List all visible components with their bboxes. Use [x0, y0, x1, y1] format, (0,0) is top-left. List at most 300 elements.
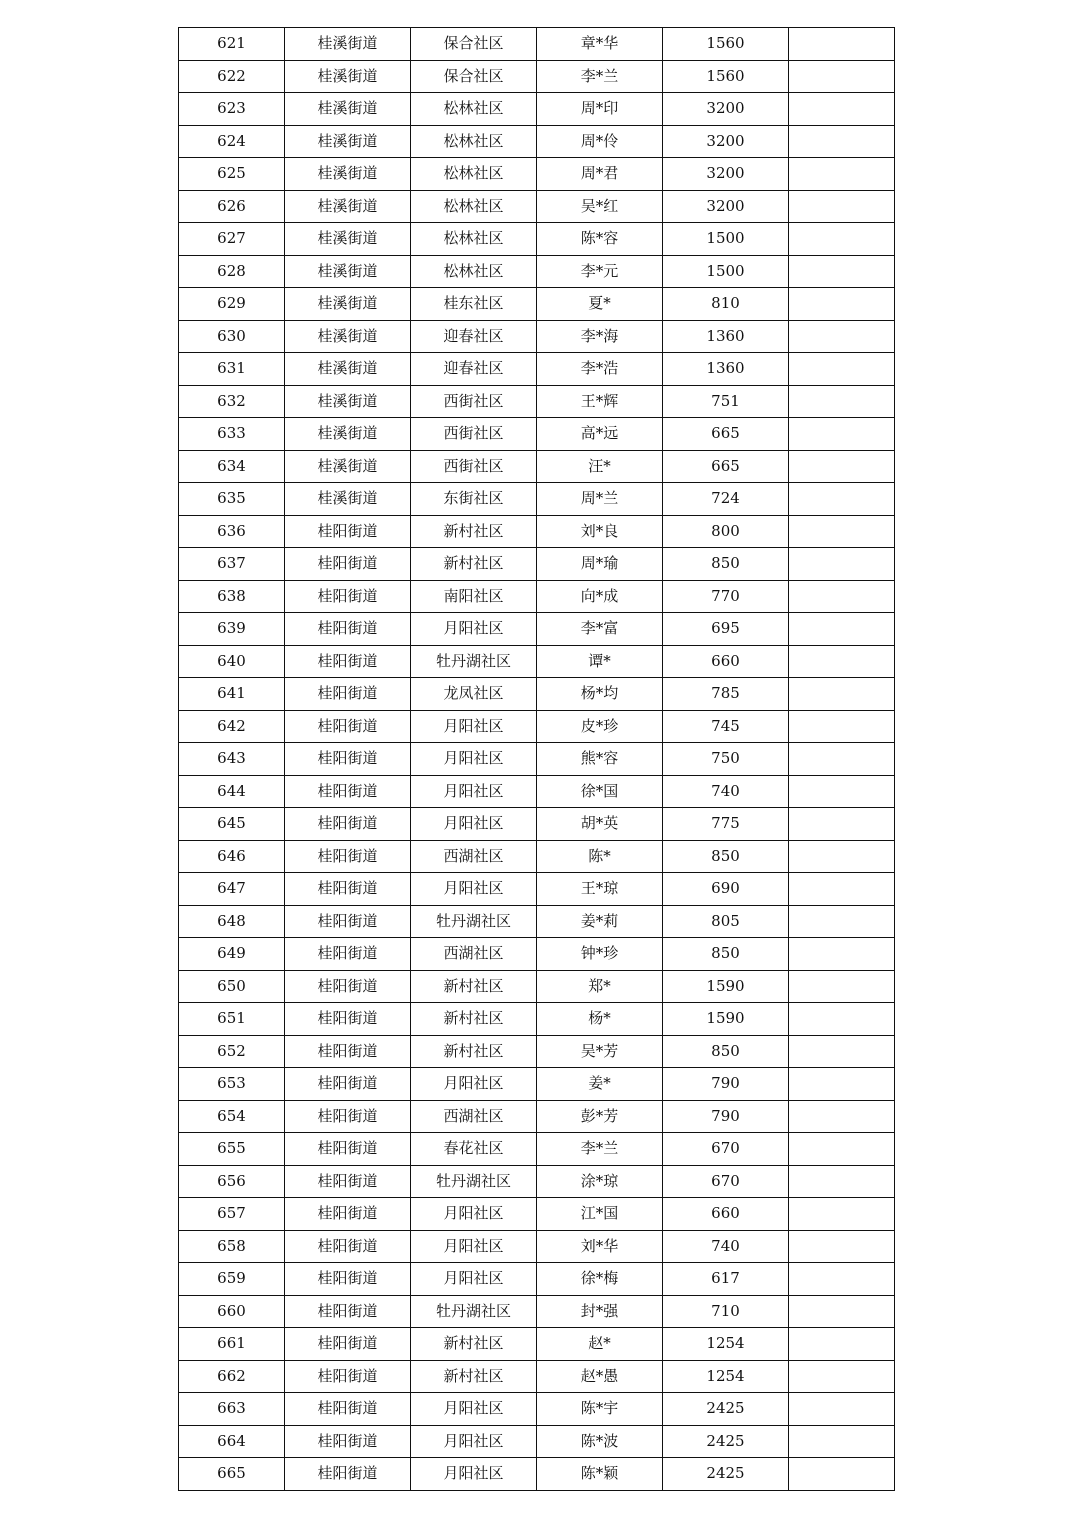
- community-cell: 龙凤社区: [411, 678, 537, 711]
- row-number-cell: 634: [179, 450, 285, 483]
- amount-cell: 810: [663, 288, 789, 321]
- name-cell: 吴*芳: [537, 1035, 663, 1068]
- amount-cell: 1500: [663, 223, 789, 256]
- name-cell: 彭*芳: [537, 1100, 663, 1133]
- community-cell: 西湖社区: [411, 840, 537, 873]
- street-cell: 桂阳街道: [285, 1100, 411, 1133]
- remark-cell: [789, 28, 895, 61]
- remark-cell: [789, 613, 895, 646]
- community-cell: 新村社区: [411, 515, 537, 548]
- amount-cell: 850: [663, 840, 789, 873]
- remark-cell: [789, 905, 895, 938]
- community-cell: 新村社区: [411, 1003, 537, 1036]
- roster-table-body: [179, 28, 895, 1491]
- remark-cell: [789, 743, 895, 776]
- name-cell: 姜*: [537, 1068, 663, 1101]
- name-cell: 赵*: [537, 1328, 663, 1361]
- name-cell: 杨*均: [537, 678, 663, 711]
- row-number-cell: 641: [179, 678, 285, 711]
- community-cell: 月阳社区: [411, 1458, 537, 1491]
- street-cell: 桂阳街道: [285, 613, 411, 646]
- amount-cell: 3200: [663, 158, 789, 191]
- remark-cell: [789, 1100, 895, 1133]
- row-number-cell: 659: [179, 1263, 285, 1296]
- name-cell: 刘*华: [537, 1230, 663, 1263]
- street-cell: 桂阳街道: [285, 710, 411, 743]
- remark-cell: [789, 548, 895, 581]
- street-cell: 桂溪街道: [285, 93, 411, 126]
- street-cell: 桂阳街道: [285, 743, 411, 776]
- amount-cell: 1254: [663, 1360, 789, 1393]
- community-cell: 牡丹湖社区: [411, 1165, 537, 1198]
- community-cell: 松林社区: [411, 125, 537, 158]
- amount-cell: 790: [663, 1068, 789, 1101]
- table-row: [179, 1263, 895, 1296]
- name-cell: 刘*良: [537, 515, 663, 548]
- table-row: [179, 320, 895, 353]
- remark-cell: [789, 1198, 895, 1231]
- amount-cell: 740: [663, 1230, 789, 1263]
- name-cell: 徐*梅: [537, 1263, 663, 1296]
- name-cell: 陈*宇: [537, 1393, 663, 1426]
- row-number-cell: 632: [179, 385, 285, 418]
- table-row: [179, 905, 895, 938]
- amount-cell: 660: [663, 645, 789, 678]
- table-row: [179, 28, 895, 61]
- name-cell: 李*兰: [537, 1133, 663, 1166]
- remark-cell: [789, 1230, 895, 1263]
- amount-cell: 775: [663, 808, 789, 841]
- community-cell: 东街社区: [411, 483, 537, 516]
- amount-cell: 850: [663, 548, 789, 581]
- amount-cell: 785: [663, 678, 789, 711]
- street-cell: 桂阳街道: [285, 1458, 411, 1491]
- row-number-cell: 648: [179, 905, 285, 938]
- table-row: [179, 450, 895, 483]
- community-cell: 西街社区: [411, 418, 537, 451]
- street-cell: 桂溪街道: [285, 385, 411, 418]
- name-cell: 杨*: [537, 1003, 663, 1036]
- remark-cell: [789, 775, 895, 808]
- table-row: [179, 808, 895, 841]
- table-row: [179, 483, 895, 516]
- community-cell: 迎春社区: [411, 320, 537, 353]
- remark-cell: [789, 93, 895, 126]
- community-cell: 月阳社区: [411, 775, 537, 808]
- name-cell: 高*远: [537, 418, 663, 451]
- remark-cell: [789, 515, 895, 548]
- row-number-cell: 662: [179, 1360, 285, 1393]
- table-row: [179, 1003, 895, 1036]
- amount-cell: 850: [663, 938, 789, 971]
- street-cell: 桂溪街道: [285, 418, 411, 451]
- community-cell: 南阳社区: [411, 580, 537, 613]
- street-cell: 桂阳街道: [285, 580, 411, 613]
- community-cell: 松林社区: [411, 190, 537, 223]
- amount-cell: 1254: [663, 1328, 789, 1361]
- row-number-cell: 639: [179, 613, 285, 646]
- row-number-cell: 657: [179, 1198, 285, 1231]
- amount-cell: 2425: [663, 1425, 789, 1458]
- table-row: [179, 418, 895, 451]
- row-number-cell: 654: [179, 1100, 285, 1133]
- amount-cell: 740: [663, 775, 789, 808]
- row-number-cell: 649: [179, 938, 285, 971]
- remark-cell: [789, 418, 895, 451]
- table-row: [179, 873, 895, 906]
- community-cell: 春花社区: [411, 1133, 537, 1166]
- amount-cell: 1560: [663, 60, 789, 93]
- table-row: [179, 743, 895, 776]
- name-cell: 周*伶: [537, 125, 663, 158]
- name-cell: 李*富: [537, 613, 663, 646]
- remark-cell: [789, 288, 895, 321]
- community-cell: 新村社区: [411, 548, 537, 581]
- remark-cell: [789, 1165, 895, 1198]
- amount-cell: 3200: [663, 190, 789, 223]
- row-number-cell: 636: [179, 515, 285, 548]
- remark-cell: [789, 645, 895, 678]
- name-cell: 王*辉: [537, 385, 663, 418]
- street-cell: 桂阳街道: [285, 1003, 411, 1036]
- street-cell: 桂阳街道: [285, 515, 411, 548]
- street-cell: 桂溪街道: [285, 158, 411, 191]
- name-cell: 李*浩: [537, 353, 663, 386]
- table-row: [179, 255, 895, 288]
- remark-cell: [789, 60, 895, 93]
- community-cell: 月阳社区: [411, 1198, 537, 1231]
- street-cell: 桂阳街道: [285, 1393, 411, 1426]
- street-cell: 桂溪街道: [285, 223, 411, 256]
- table-row: [179, 288, 895, 321]
- remark-cell: [789, 385, 895, 418]
- community-cell: 松林社区: [411, 158, 537, 191]
- row-number-cell: 658: [179, 1230, 285, 1263]
- street-cell: 桂阳街道: [285, 1328, 411, 1361]
- table-row: [179, 158, 895, 191]
- table-row: [179, 515, 895, 548]
- row-number-cell: 642: [179, 710, 285, 743]
- name-cell: 封*强: [537, 1295, 663, 1328]
- row-number-cell: 647: [179, 873, 285, 906]
- community-cell: 新村社区: [411, 1360, 537, 1393]
- table-row: [179, 970, 895, 1003]
- amount-cell: 2425: [663, 1458, 789, 1491]
- table-row: [179, 223, 895, 256]
- street-cell: 桂溪街道: [285, 450, 411, 483]
- amount-cell: 790: [663, 1100, 789, 1133]
- community-cell: 松林社区: [411, 223, 537, 256]
- table-row: [179, 1230, 895, 1263]
- community-cell: 新村社区: [411, 1328, 537, 1361]
- table-row: [179, 385, 895, 418]
- community-cell: 牡丹湖社区: [411, 905, 537, 938]
- name-cell: 钟*珍: [537, 938, 663, 971]
- name-cell: 吴*红: [537, 190, 663, 223]
- table-row: [179, 580, 895, 613]
- remark-cell: [789, 223, 895, 256]
- name-cell: 姜*莉: [537, 905, 663, 938]
- name-cell: 陈*波: [537, 1425, 663, 1458]
- community-cell: 松林社区: [411, 255, 537, 288]
- name-cell: 郑*: [537, 970, 663, 1003]
- name-cell: 李*元: [537, 255, 663, 288]
- row-number-cell: 628: [179, 255, 285, 288]
- street-cell: 桂阳街道: [285, 1295, 411, 1328]
- remark-cell: [789, 678, 895, 711]
- amount-cell: 1500: [663, 255, 789, 288]
- table-row: [179, 190, 895, 223]
- community-cell: 西街社区: [411, 450, 537, 483]
- name-cell: 熊*容: [537, 743, 663, 776]
- community-cell: 牡丹湖社区: [411, 1295, 537, 1328]
- street-cell: 桂阳街道: [285, 840, 411, 873]
- name-cell: 王*琼: [537, 873, 663, 906]
- table-row: [179, 1328, 895, 1361]
- street-cell: 桂阳街道: [285, 905, 411, 938]
- row-number-cell: 652: [179, 1035, 285, 1068]
- remark-cell: [789, 808, 895, 841]
- amount-cell: 805: [663, 905, 789, 938]
- remark-cell: [789, 190, 895, 223]
- roster-table: [178, 27, 895, 1491]
- remark-cell: [789, 1003, 895, 1036]
- street-cell: 桂阳街道: [285, 1035, 411, 1068]
- table-row: [179, 938, 895, 971]
- community-cell: 保合社区: [411, 28, 537, 61]
- community-cell: 月阳社区: [411, 1263, 537, 1296]
- amount-cell: 850: [663, 1035, 789, 1068]
- street-cell: 桂阳街道: [285, 1360, 411, 1393]
- amount-cell: 3200: [663, 125, 789, 158]
- amount-cell: 1560: [663, 28, 789, 61]
- name-cell: 夏*: [537, 288, 663, 321]
- name-cell: 章*华: [537, 28, 663, 61]
- table-row: [179, 548, 895, 581]
- name-cell: 江*国: [537, 1198, 663, 1231]
- table-row: [179, 1425, 895, 1458]
- street-cell: 桂溪街道: [285, 320, 411, 353]
- table-row: [179, 1100, 895, 1133]
- name-cell: 周*瑜: [537, 548, 663, 581]
- street-cell: 桂溪街道: [285, 353, 411, 386]
- community-cell: 月阳社区: [411, 1230, 537, 1263]
- community-cell: 月阳社区: [411, 1425, 537, 1458]
- name-cell: 周*君: [537, 158, 663, 191]
- street-cell: 桂阳街道: [285, 1263, 411, 1296]
- street-cell: 桂阳街道: [285, 1230, 411, 1263]
- row-number-cell: 625: [179, 158, 285, 191]
- name-cell: 陈*颖: [537, 1458, 663, 1491]
- remark-cell: [789, 1360, 895, 1393]
- table-row: [179, 353, 895, 386]
- amount-cell: 1360: [663, 320, 789, 353]
- row-number-cell: 629: [179, 288, 285, 321]
- row-number-cell: 655: [179, 1133, 285, 1166]
- amount-cell: 665: [663, 450, 789, 483]
- table-row: [179, 125, 895, 158]
- street-cell: 桂溪街道: [285, 255, 411, 288]
- amount-cell: 745: [663, 710, 789, 743]
- row-number-cell: 644: [179, 775, 285, 808]
- remark-cell: [789, 938, 895, 971]
- table-row: [179, 710, 895, 743]
- remark-cell: [789, 158, 895, 191]
- amount-cell: 665: [663, 418, 789, 451]
- community-cell: 月阳社区: [411, 808, 537, 841]
- street-cell: 桂溪街道: [285, 483, 411, 516]
- name-cell: 胡*英: [537, 808, 663, 841]
- community-cell: 新村社区: [411, 970, 537, 1003]
- name-cell: 徐*国: [537, 775, 663, 808]
- row-number-cell: 623: [179, 93, 285, 126]
- amount-cell: 1590: [663, 970, 789, 1003]
- community-cell: 西湖社区: [411, 1100, 537, 1133]
- remark-cell: [789, 255, 895, 288]
- community-cell: 西街社区: [411, 385, 537, 418]
- row-number-cell: 627: [179, 223, 285, 256]
- row-number-cell: 624: [179, 125, 285, 158]
- row-number-cell: 663: [179, 1393, 285, 1426]
- row-number-cell: 653: [179, 1068, 285, 1101]
- amount-cell: 690: [663, 873, 789, 906]
- amount-cell: 1360: [663, 353, 789, 386]
- remark-cell: [789, 873, 895, 906]
- street-cell: 桂阳街道: [285, 678, 411, 711]
- remark-cell: [789, 1328, 895, 1361]
- table-row: [179, 678, 895, 711]
- table-row: [179, 1393, 895, 1426]
- street-cell: 桂溪街道: [285, 125, 411, 158]
- remark-cell: [789, 320, 895, 353]
- row-number-cell: 640: [179, 645, 285, 678]
- name-cell: 皮*珍: [537, 710, 663, 743]
- name-cell: 李*海: [537, 320, 663, 353]
- table-row: [179, 1198, 895, 1231]
- remark-cell: [789, 970, 895, 1003]
- amount-cell: 800: [663, 515, 789, 548]
- remark-cell: [789, 353, 895, 386]
- remark-cell: [789, 1458, 895, 1491]
- name-cell: 谭*: [537, 645, 663, 678]
- amount-cell: 670: [663, 1165, 789, 1198]
- row-number-cell: 661: [179, 1328, 285, 1361]
- table-row: [179, 775, 895, 808]
- remark-cell: [789, 1035, 895, 1068]
- street-cell: 桂阳街道: [285, 938, 411, 971]
- table-row: [179, 60, 895, 93]
- name-cell: 汪*: [537, 450, 663, 483]
- remark-cell: [789, 1133, 895, 1166]
- name-cell: 陈*容: [537, 223, 663, 256]
- name-cell: 李*兰: [537, 60, 663, 93]
- name-cell: 涂*琼: [537, 1165, 663, 1198]
- remark-cell: [789, 1393, 895, 1426]
- street-cell: 桂溪街道: [285, 28, 411, 61]
- remark-cell: [789, 1263, 895, 1296]
- name-cell: 陈*: [537, 840, 663, 873]
- row-number-cell: 664: [179, 1425, 285, 1458]
- amount-cell: 670: [663, 1133, 789, 1166]
- row-number-cell: 646: [179, 840, 285, 873]
- community-cell: 桂东社区: [411, 288, 537, 321]
- amount-cell: 751: [663, 385, 789, 418]
- row-number-cell: 626: [179, 190, 285, 223]
- street-cell: 桂阳街道: [285, 1068, 411, 1101]
- street-cell: 桂阳街道: [285, 1198, 411, 1231]
- row-number-cell: 665: [179, 1458, 285, 1491]
- remark-cell: [789, 483, 895, 516]
- table-row: [179, 1133, 895, 1166]
- amount-cell: 617: [663, 1263, 789, 1296]
- amount-cell: 1590: [663, 1003, 789, 1036]
- row-number-cell: 622: [179, 60, 285, 93]
- street-cell: 桂溪街道: [285, 190, 411, 223]
- remark-cell: [789, 1425, 895, 1458]
- amount-cell: 2425: [663, 1393, 789, 1426]
- amount-cell: 724: [663, 483, 789, 516]
- street-cell: 桂阳街道: [285, 873, 411, 906]
- table-row: [179, 1458, 895, 1491]
- street-cell: 桂阳街道: [285, 1165, 411, 1198]
- community-cell: 月阳社区: [411, 873, 537, 906]
- street-cell: 桂阳街道: [285, 645, 411, 678]
- street-cell: 桂阳街道: [285, 1133, 411, 1166]
- row-number-cell: 621: [179, 28, 285, 61]
- row-number-cell: 643: [179, 743, 285, 776]
- table-row: [179, 93, 895, 126]
- amount-cell: 770: [663, 580, 789, 613]
- remark-cell: [789, 125, 895, 158]
- row-number-cell: 637: [179, 548, 285, 581]
- street-cell: 桂阳街道: [285, 970, 411, 1003]
- community-cell: 松林社区: [411, 93, 537, 126]
- street-cell: 桂阳街道: [285, 1425, 411, 1458]
- street-cell: 桂溪街道: [285, 60, 411, 93]
- table-row: [179, 645, 895, 678]
- row-number-cell: 651: [179, 1003, 285, 1036]
- name-cell: 向*成: [537, 580, 663, 613]
- community-cell: 月阳社区: [411, 1068, 537, 1101]
- community-cell: 保合社区: [411, 60, 537, 93]
- table-row: [179, 1035, 895, 1068]
- amount-cell: 660: [663, 1198, 789, 1231]
- amount-cell: 710: [663, 1295, 789, 1328]
- community-cell: 月阳社区: [411, 613, 537, 646]
- table-row: [179, 840, 895, 873]
- row-number-cell: 645: [179, 808, 285, 841]
- table-row: [179, 1068, 895, 1101]
- row-number-cell: 631: [179, 353, 285, 386]
- row-number-cell: 660: [179, 1295, 285, 1328]
- community-cell: 新村社区: [411, 1035, 537, 1068]
- community-cell: 迎春社区: [411, 353, 537, 386]
- community-cell: 月阳社区: [411, 1393, 537, 1426]
- row-number-cell: 633: [179, 418, 285, 451]
- name-cell: 周*兰: [537, 483, 663, 516]
- table-row: [179, 1295, 895, 1328]
- remark-cell: [789, 1295, 895, 1328]
- street-cell: 桂阳街道: [285, 775, 411, 808]
- street-cell: 桂阳街道: [285, 808, 411, 841]
- amount-cell: 3200: [663, 93, 789, 126]
- remark-cell: [789, 840, 895, 873]
- name-cell: 赵*愚: [537, 1360, 663, 1393]
- community-cell: 西湖社区: [411, 938, 537, 971]
- name-cell: 周*印: [537, 93, 663, 126]
- remark-cell: [789, 1068, 895, 1101]
- row-number-cell: 650: [179, 970, 285, 1003]
